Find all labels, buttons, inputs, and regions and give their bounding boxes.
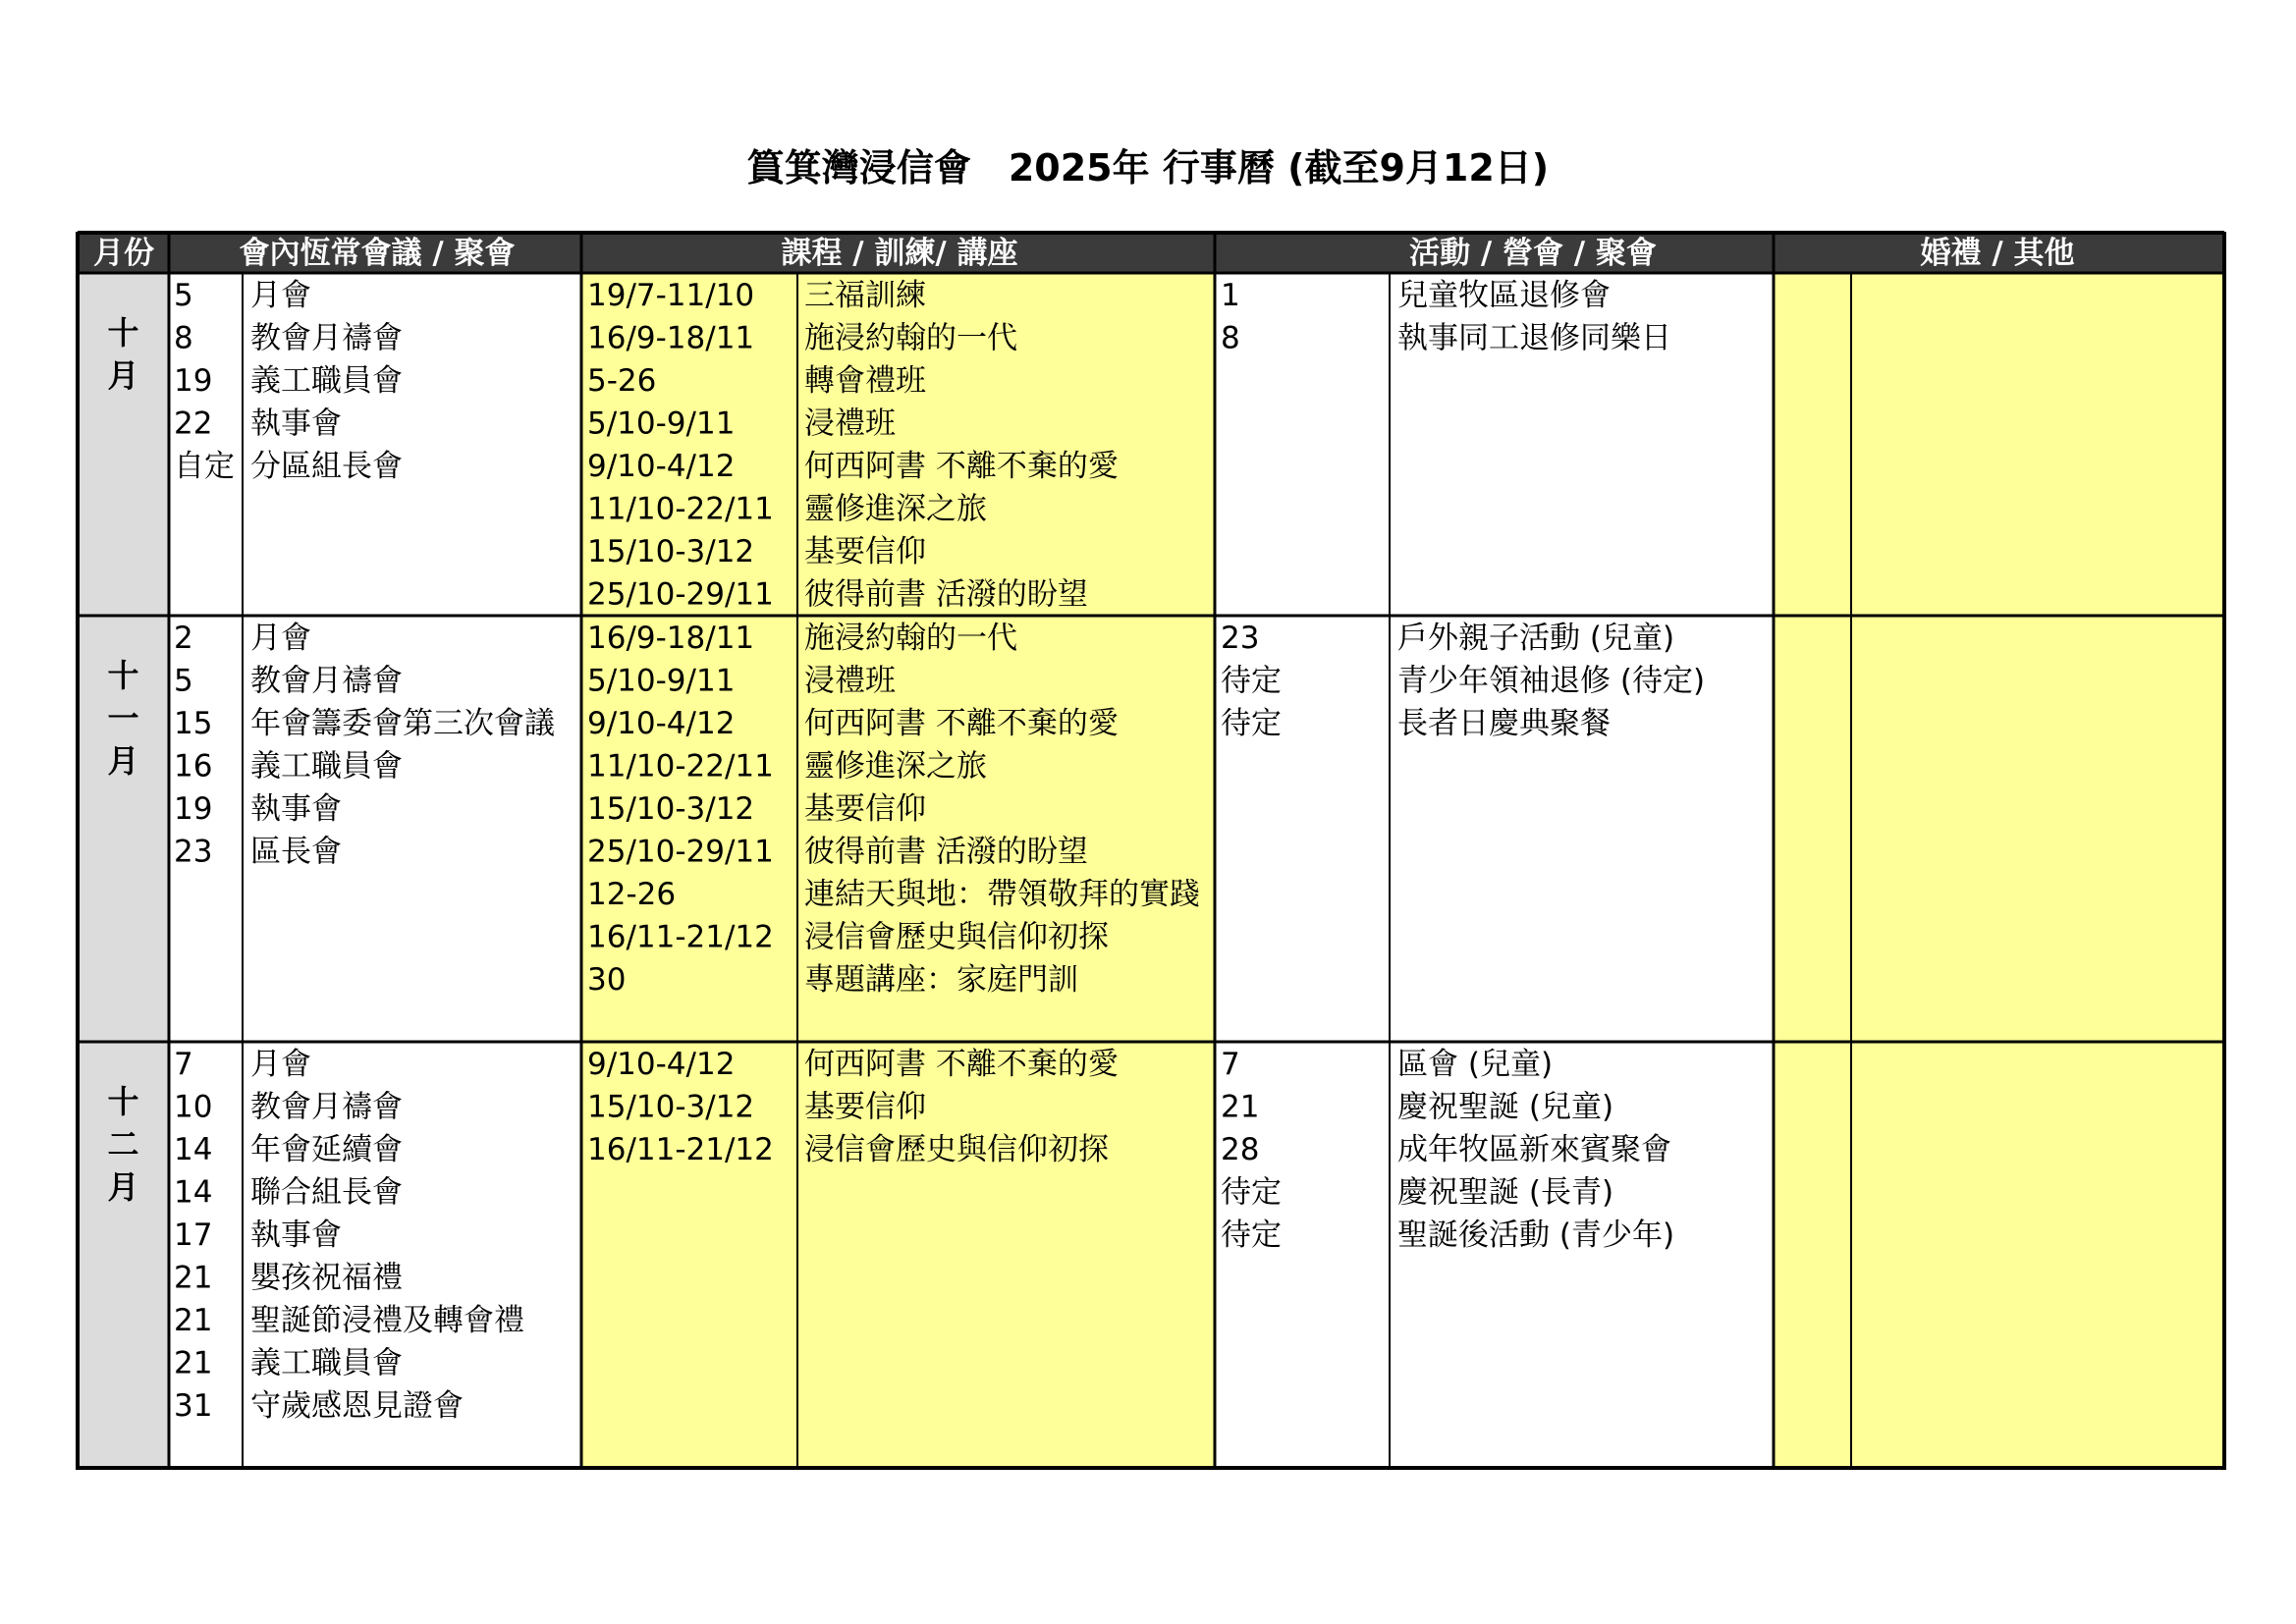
course-date: 30 <box>587 962 627 998</box>
activity-title: 青少年領袖退修 (待定) <box>1397 663 1706 699</box>
meeting-date: 16 <box>174 748 213 785</box>
course-date: 9/10-4/12 <box>587 706 736 741</box>
meeting-date: 19 <box>174 791 213 827</box>
course-date: 16/9-18/11 <box>587 320 755 356</box>
course-date: 9/10-4/12 <box>587 1047 736 1082</box>
month-label: 十 <box>107 314 139 352</box>
course-title: 浸禮班 <box>804 406 896 442</box>
course-title: 浸禮班 <box>804 663 896 699</box>
header-meetings: 會內恆常會議 / 聚會 <box>239 236 516 271</box>
meeting-date: 21 <box>174 1260 213 1296</box>
meeting-date: 7 <box>174 1047 193 1082</box>
activity-date: 待定 <box>1221 1174 1282 1211</box>
meeting-date: 14 <box>174 1174 213 1211</box>
meeting-date: 8 <box>174 320 193 356</box>
activity-date: 21 <box>1221 1089 1260 1125</box>
meeting-date: 22 <box>174 406 213 442</box>
meeting-date: 31 <box>174 1388 213 1424</box>
activity-date: 8 <box>1221 320 1240 356</box>
meeting-date: 21 <box>174 1345 213 1381</box>
header-activities: 活動 / 營會 / 聚會 <box>1409 236 1657 271</box>
month-label: 月 <box>107 1168 139 1206</box>
month-label: 十 <box>107 1083 139 1120</box>
meeting-title: 聯合組長會 <box>250 1174 403 1211</box>
course-title: 施浸約翰的一代 <box>804 621 1017 656</box>
month-label: 十 <box>107 657 139 694</box>
page-title: 篔箕灣浸信會 2025年 行事曆 (截至9月12日) <box>746 146 1550 189</box>
course-date: 16/11-21/12 <box>587 1132 774 1167</box>
month-label: 月 <box>107 742 139 780</box>
activity-date: 待定 <box>1221 1218 1282 1253</box>
course-title: 施浸約翰的一代 <box>804 320 1017 356</box>
meeting-title: 執事會 <box>250 406 342 442</box>
course-date: 11/10-22/11 <box>587 491 774 527</box>
meeting-title: 義工職員會 <box>250 748 403 785</box>
course-title: 基要信仰 <box>804 534 926 569</box>
meeting-title: 分區組長會 <box>250 449 403 484</box>
meeting-title: 執事會 <box>250 1218 342 1253</box>
activity-title: 兒童牧區退修會 <box>1397 278 1611 313</box>
meeting-title: 教會月禱會 <box>250 663 403 699</box>
course-date: 9/10-4/12 <box>587 449 736 484</box>
meeting-date: 19 <box>174 363 213 399</box>
activity-title: 執事同工退修同樂日 <box>1397 320 1671 356</box>
course-date: 11/10-22/11 <box>587 748 774 785</box>
activity-date: 7 <box>1221 1047 1240 1082</box>
meeting-date: 5 <box>174 663 193 699</box>
meeting-date: 2 <box>174 621 193 656</box>
course-title: 靈修進深之旅 <box>804 748 987 785</box>
table-header <box>78 232 2224 273</box>
meeting-title: 執事會 <box>250 791 342 827</box>
weddings-cell <box>1774 273 2224 616</box>
month-label: 月 <box>107 356 139 395</box>
course-title: 靈修進深之旅 <box>804 491 987 527</box>
course-date: 16/9-18/11 <box>587 621 755 656</box>
month-label: 一 <box>107 699 139 737</box>
course-title: 基要信仰 <box>804 1089 926 1125</box>
header-month: 月份 <box>93 236 154 271</box>
course-title: 基要信仰 <box>804 791 926 827</box>
meeting-date: 23 <box>174 834 213 870</box>
course-date: 16/11-21/12 <box>587 919 774 955</box>
activity-date: 1 <box>1221 278 1240 313</box>
meeting-title: 守歲感恩見證會 <box>250 1388 464 1424</box>
month-label: 二 <box>107 1125 139 1164</box>
meeting-title: 年會延續會 <box>250 1132 403 1167</box>
activity-title: 成年牧區新來賓聚會 <box>1397 1132 1671 1167</box>
course-title: 浸信會歷史與信仰初探 <box>804 1132 1109 1167</box>
course-title: 何西阿書 不離不棄的愛 <box>804 1047 1119 1082</box>
activity-title: 戶外親子活動 (兒童) <box>1397 621 1675 656</box>
activity-title: 聖誕後活動 (青少年) <box>1397 1218 1675 1253</box>
course-date: 19/7-11/10 <box>587 278 755 313</box>
course-date: 5/10-9/11 <box>587 663 736 699</box>
course-title: 專題講座：家庭門訓 <box>804 962 1078 998</box>
course-date: 15/10-3/12 <box>587 534 755 569</box>
course-title: 彼得前書 活潑的盼望 <box>804 576 1088 613</box>
meeting-title: 月會 <box>250 278 311 313</box>
meeting-title: 月會 <box>250 1047 311 1082</box>
weddings-cell <box>1774 616 2224 1042</box>
activity-date: 28 <box>1221 1132 1260 1167</box>
meeting-date: 14 <box>174 1132 213 1167</box>
meeting-title: 義工職員會 <box>250 1345 403 1381</box>
course-title: 轉會禮班 <box>804 363 926 399</box>
course-date: 25/10-29/11 <box>587 834 774 870</box>
course-date: 15/10-3/12 <box>587 1089 755 1125</box>
meeting-title: 區長會 <box>250 834 342 870</box>
course-title: 浸信會歷史與信仰初探 <box>804 919 1109 955</box>
meeting-title: 義工職員會 <box>250 363 403 399</box>
course-title: 何西阿書 不離不棄的愛 <box>804 706 1119 741</box>
meeting-date: 15 <box>174 706 213 741</box>
meeting-date: 10 <box>174 1089 213 1125</box>
meeting-date: 自定 <box>174 449 235 484</box>
course-date: 25/10-29/11 <box>587 576 774 613</box>
activity-title: 慶祝聖誕 (長青) <box>1397 1174 1614 1211</box>
activity-title: 區會 (兒童) <box>1397 1047 1554 1082</box>
meeting-date: 5 <box>174 278 193 313</box>
activity-title: 長者日慶典聚餐 <box>1397 706 1611 741</box>
course-title: 三福訓練 <box>804 278 926 313</box>
activity-date: 待定 <box>1221 706 1282 741</box>
activity-date: 23 <box>1221 621 1260 656</box>
course-title: 何西阿書 不離不棄的愛 <box>804 449 1119 484</box>
meeting-title: 嬰孩祝福禮 <box>250 1260 403 1296</box>
activity-date: 待定 <box>1221 663 1282 699</box>
meeting-date: 17 <box>174 1218 213 1253</box>
meeting-title: 月會 <box>250 621 311 656</box>
weddings-cell <box>1774 1042 2224 1468</box>
course-date: 15/10-3/12 <box>587 791 755 827</box>
meeting-date: 21 <box>174 1303 213 1338</box>
course-title: 彼得前書 活潑的盼望 <box>804 834 1088 870</box>
meeting-title: 年會籌委會第三次會議 <box>250 706 555 741</box>
header-weddings: 婚禮 / 其他 <box>1920 236 2075 271</box>
course-date: 5/10-9/11 <box>587 406 736 442</box>
meeting-title: 聖誕節浸禮及轉會禮 <box>250 1303 524 1338</box>
meeting-title: 教會月禱會 <box>250 320 403 356</box>
activity-title: 慶祝聖誕 (兒童) <box>1397 1089 1614 1125</box>
course-date: 12-26 <box>587 877 677 912</box>
course-title: 連結天與地：帶領敬拜的實踐 <box>804 877 1200 912</box>
course-date: 5-26 <box>587 363 657 399</box>
meeting-title: 教會月禱會 <box>250 1089 403 1125</box>
header-courses: 課程 / 訓練/ 講座 <box>781 236 1018 271</box>
